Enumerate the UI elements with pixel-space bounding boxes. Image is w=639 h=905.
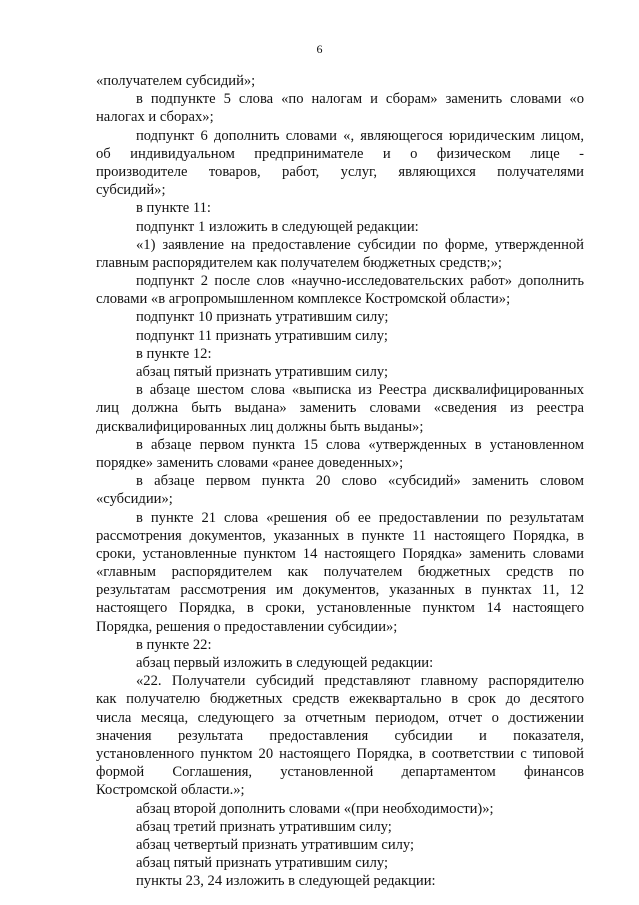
text-line: пункты 23, 24 изложить в следующей редакции: <box>136 873 436 890</box>
text-line: «получателем субсидий»; <box>96 73 256 89</box>
text-line: сроки, установленные пунктом 14 настоящего Порядка» заменить словами <box>96 545 584 562</box>
text-line: лиц должна быть выдана» заменить словами «сведения из реестра <box>96 400 584 417</box>
document-body <box>96 72 584 890</box>
text-line: в пункте 22: <box>136 636 212 653</box>
text-line: дисквалифицированных лиц должны быть выданы»; <box>96 418 424 435</box>
text-line: результатам рассмотрения им документов, указанных в пунктах 11, 12 <box>96 582 584 599</box>
text-line: как получателю бюджетных средств ежеквартально в срок до десятого <box>96 691 584 708</box>
text-line: «главным распорядителем как получателем бюджетных средств по <box>96 564 584 581</box>
text-line: подпункт 6 дополнить словами «, являющегося юридическим лицом, <box>136 127 584 144</box>
text-line: налогах и сборах»; <box>96 109 214 126</box>
text-line: настоящего Порядка, в сроки, установленные пунктом 14 настоящего <box>96 600 584 617</box>
text-line: в пункте 21 слова «решения об ее предоставлении по результатам <box>136 509 584 526</box>
text-line: «субсидии»; <box>96 491 173 508</box>
text-line: подпункт 1 изложить в следующей редакции: <box>136 218 419 235</box>
text-line: абзац пятый признать утратившим силу; <box>136 855 389 872</box>
text-line: абзац третий признать утратившим силу; <box>136 818 392 835</box>
text-line: «22. Получатели субсидий представляют главному распорядителю <box>136 673 584 690</box>
text-line: подпункт 2 после слов «научно-исследовательских работ» дополнить <box>136 273 584 290</box>
text-line: об индивидуальном предпринимателе и о физическом лице - <box>96 145 584 162</box>
text-line: подпункт 11 признать утратившим силу; <box>136 327 388 344</box>
text-line: значения результата предоставления субсидии и показателя, <box>96 727 584 744</box>
text-line: субсидий»; <box>96 182 166 199</box>
text-line: «1) заявление на предоставление субсидии по форме, утвержденной <box>136 236 584 253</box>
text-line: производителе товаров, работ, услуг, являющихся получателями <box>96 163 584 180</box>
text-line: установленного пунктом 20 настоящего Порядка, в соответствии с типовой <box>96 745 584 762</box>
text-line: Костромской области.»; <box>96 782 245 799</box>
text-line: числа месяца, следующего за отчетным периодом, отчет о достижении <box>96 709 584 726</box>
text-line: словами «в агропромышленном комплексе Костромской области»; <box>96 291 511 308</box>
text-line: главным распорядителем как получателем бюджетных средств;»; <box>96 254 502 271</box>
text-line: абзац первый изложить в следующей редакции: <box>136 655 434 671</box>
text-line: подпункт 10 признать утратившим силу; <box>136 309 389 326</box>
text-line: в абзаце первом пункта 20 слово «субсидий» заменить словом <box>136 473 584 490</box>
text-line: Порядка, решения о предоставлении субсидии»; <box>96 618 398 635</box>
text-line: абзац четвертый признать утратившим силу; <box>136 836 415 853</box>
text-line: формой Соглашения, установленной департаментом финансов <box>96 764 584 781</box>
text-line: рассмотрения документов, указанных в пункте 11 настоящего Порядка, в <box>96 527 584 544</box>
text-line: в пункте 11: <box>136 200 211 217</box>
text-line: в абзаце шестом слова «выписка из Реестра дисквалифицированных <box>136 382 584 399</box>
text-line: в пункте 12: <box>136 345 212 362</box>
text-line: порядке» заменить словами «ранее доведенных»; <box>96 454 404 471</box>
text-line: абзац второй дополнить словами «(при необходимости)»; <box>136 800 494 817</box>
text-line: в абзаце первом пункта 15 слова «утвержденных в установленном <box>136 436 584 453</box>
page-number: 6 <box>316 42 323 56</box>
text-line: абзац пятый признать утратившим силу; <box>136 364 389 380</box>
text-line: в подпункте 5 слова «по налогам и сборам» заменить словами «о <box>136 91 584 108</box>
